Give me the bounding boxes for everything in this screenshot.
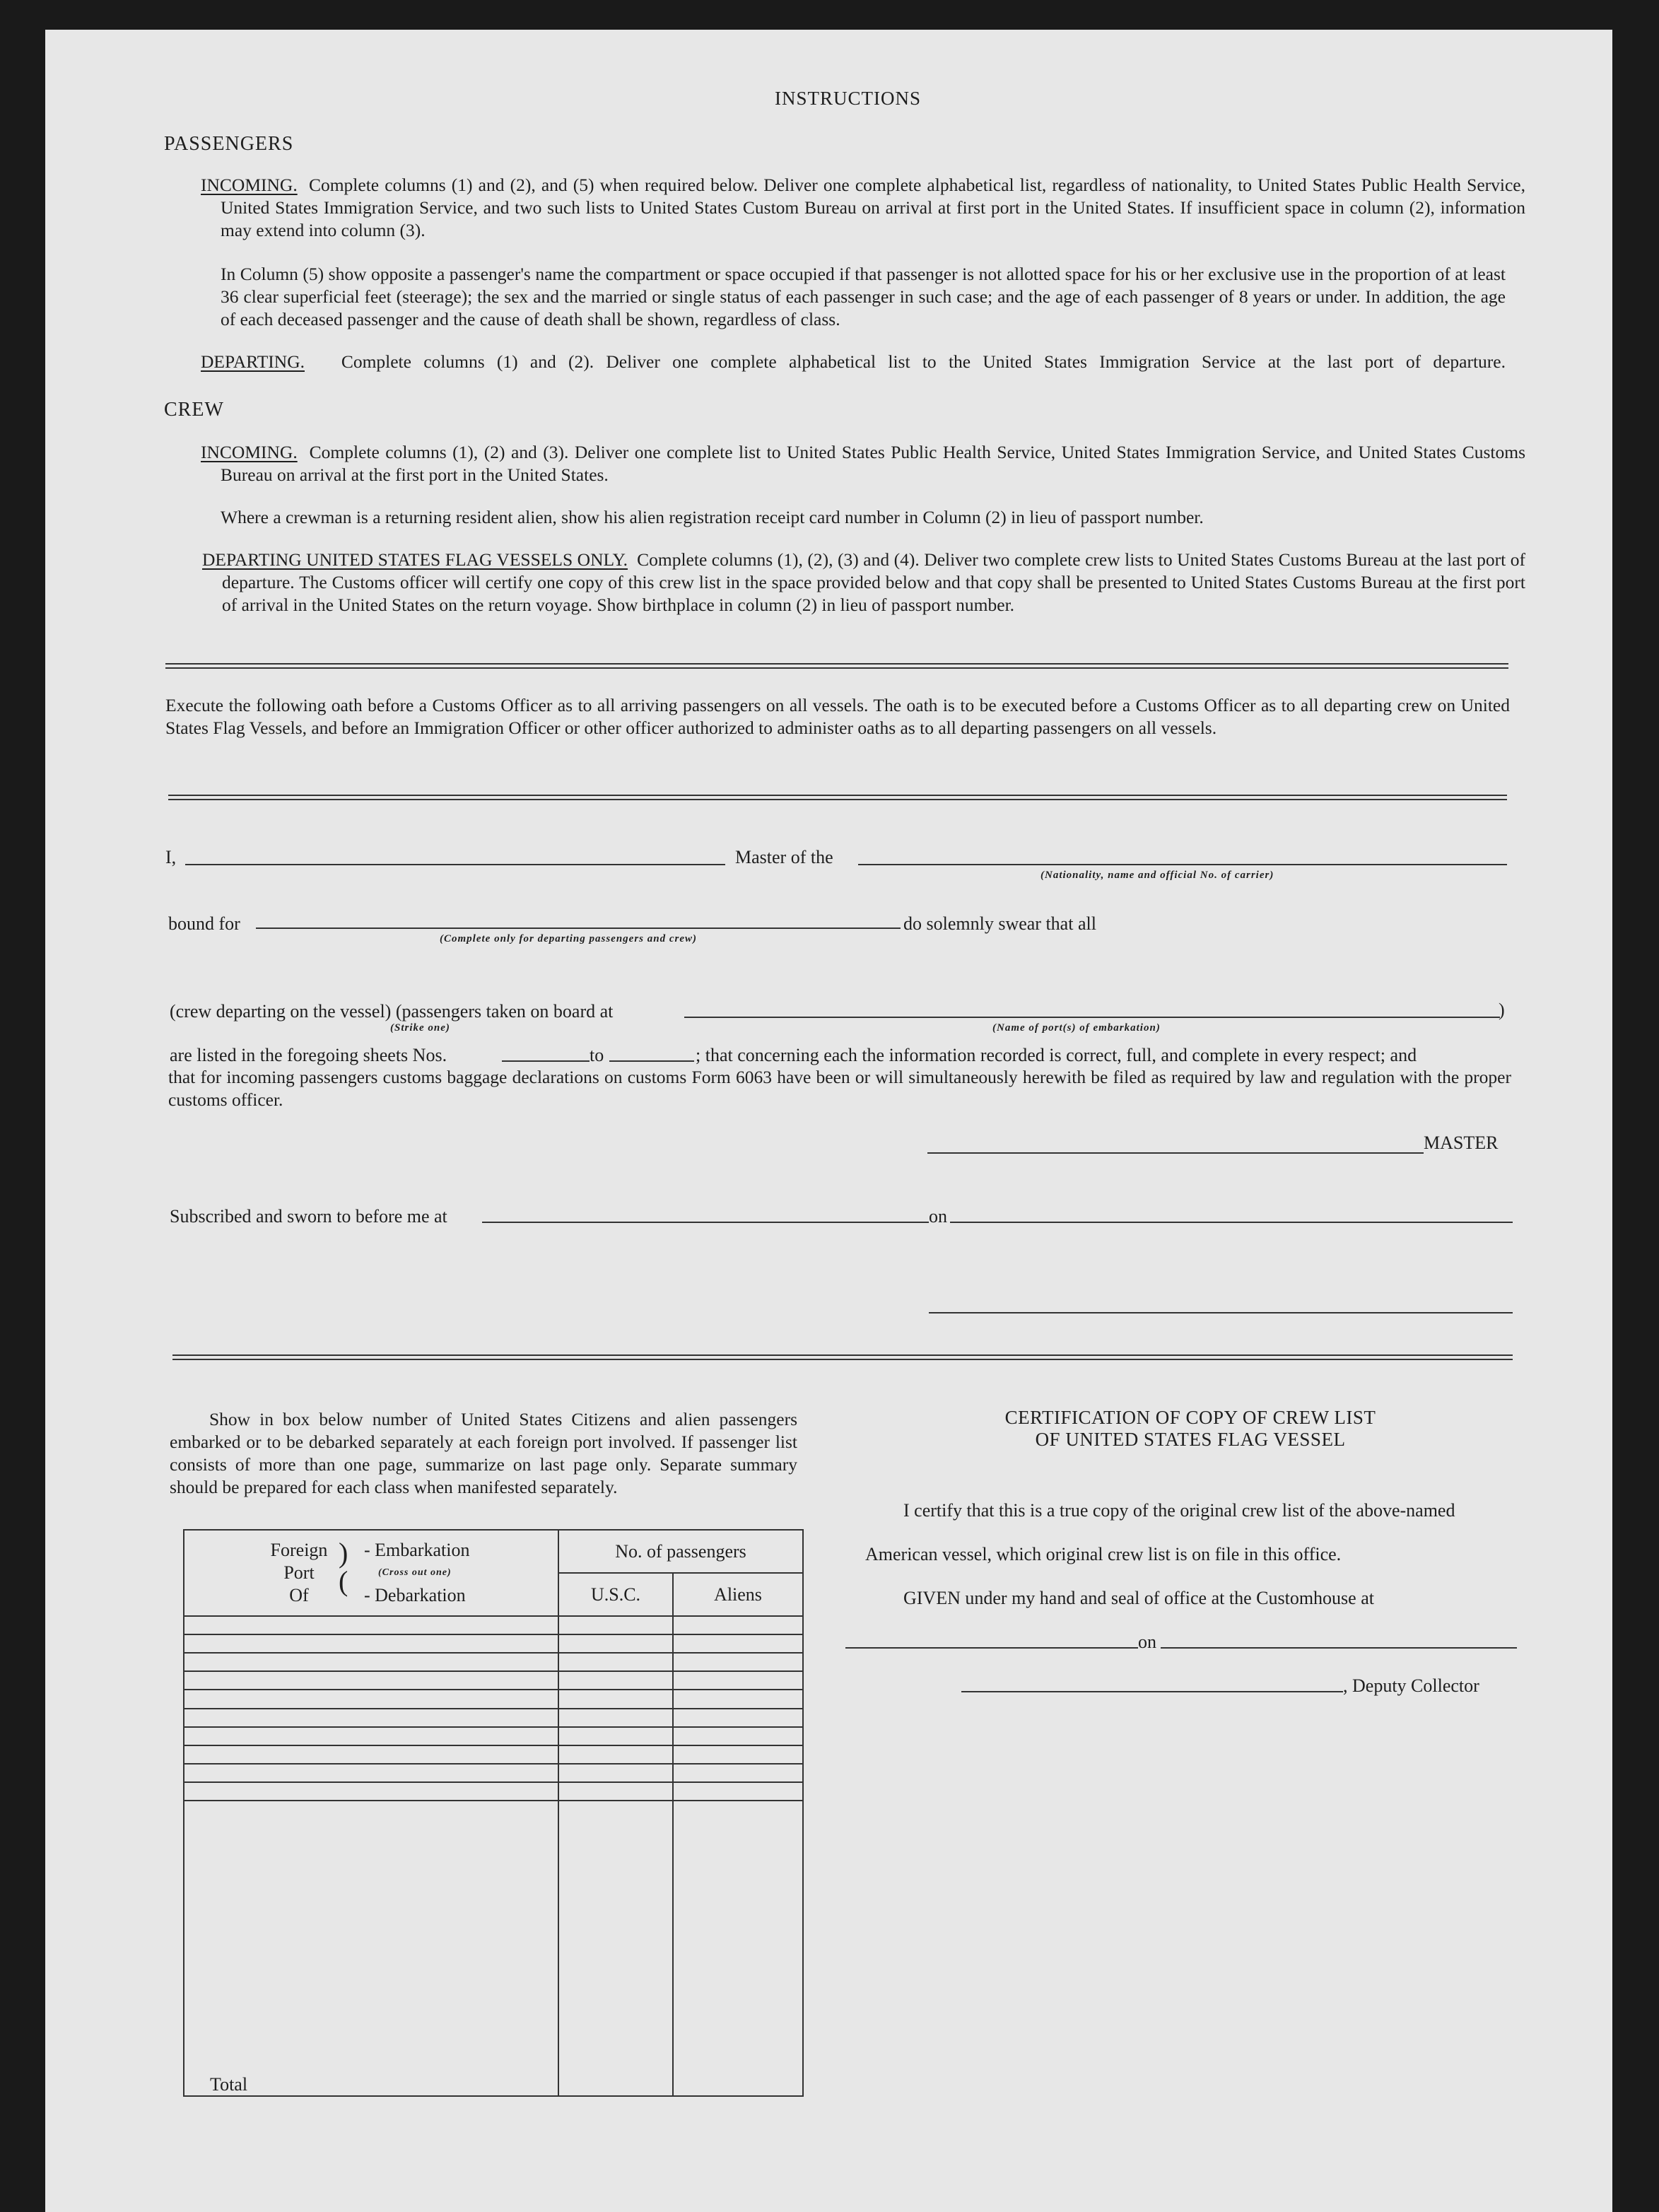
carrier-field[interactable] [858, 864, 1507, 865]
column5-paragraph: In Column (5) show opposite a passenger's name the compartment or space occupied if that passenger is not allotted space for his or her exclusive use in the proportion of at least 36 clear superficial feet (steerage); the sex and the married or single status of each passenger in such case; and the age of each passenger of 8 years or under. In addition, the age of each deceased passenger and the cause of death shall be shown, regardless of class. [221, 264, 1506, 329]
table-row [184, 1782, 803, 1801]
aliens-cell[interactable] [673, 1745, 803, 1764]
no-of-passengers-header: No. of passengers [558, 1530, 803, 1573]
aliens-cell[interactable] [673, 1709, 803, 1727]
sheet-from-field[interactable] [502, 1060, 590, 1062]
of-label: Of [289, 1585, 309, 1605]
oath-i-label: I, [165, 847, 177, 867]
port-cell[interactable] [184, 1616, 558, 1634]
usc-total-cell[interactable] [558, 1801, 673, 2096]
master-signature-field[interactable] [927, 1152, 1424, 1154]
port-header [184, 1530, 558, 1616]
usc-cell[interactable] [558, 1616, 673, 1634]
port-cell[interactable] [184, 1634, 558, 1653]
crew-departing-label: DEPARTING UNITED STATES FLAG VESSELS ONLY. [202, 549, 628, 570]
sworn-on-label: on [929, 1206, 947, 1227]
subscribed-text: Subscribed and sworn to before me at [170, 1206, 447, 1227]
port-cell[interactable] [184, 1782, 558, 1801]
passengers-heading: PASSENGERS [164, 133, 294, 155]
carrier-hint: (Nationality, name and official No. of carrier) [1040, 870, 1274, 881]
divider [172, 1354, 1513, 1360]
crew-departing-paragraph [202, 549, 1525, 616]
usc-cell[interactable] [558, 1634, 673, 1653]
listed-prefix: are listed in the foregoing sheets Nos. [170, 1045, 447, 1065]
aliens-header: Aliens [673, 1573, 803, 1616]
aliens-cell[interactable] [673, 1634, 803, 1653]
aliens-cell[interactable] [673, 1671, 803, 1690]
passengers-departing-label: DEPARTING. [201, 351, 305, 372]
table-row [184, 1690, 803, 1708]
crew-incoming-label: INCOMING. [201, 442, 298, 462]
aliens-cell[interactable] [673, 1690, 803, 1708]
deputy-signature-field[interactable] [961, 1691, 1343, 1692]
table-row [184, 1709, 803, 1727]
brace-icon: ) ( [339, 1537, 348, 1597]
table-row [184, 1671, 803, 1690]
aliens-cell[interactable] [673, 1653, 803, 1671]
divider [165, 663, 1508, 669]
port-cell[interactable] [184, 1653, 558, 1671]
certification-title-line1: CERTIFICATION OF COPY OF CREW LIST [1004, 1407, 1376, 1428]
crew-incoming-text: Complete columns (1), (2) and (3). Deliver one complete list to United States Public Health Service, United States Immigration Service, and United States Customs Bureau on arrival at the first port in the United States. [221, 442, 1526, 485]
solemnly-text: do solemnly swear that all [903, 913, 1096, 934]
certification-title-line2: OF UNITED STATES FLAG VESSEL [1035, 1429, 1346, 1450]
master-name-field[interactable] [185, 864, 725, 865]
table-row [184, 1764, 803, 1782]
cross-out-hint: (Cross out one) [378, 1567, 452, 1578]
usc-cell[interactable] [558, 1671, 673, 1690]
sworn-location-field[interactable] [482, 1222, 929, 1223]
passengers-departing-paragraph [201, 351, 1506, 373]
port-cell[interactable] [184, 1709, 558, 1727]
close-paren: ) [1499, 1000, 1505, 1020]
crew-resident-paragraph: Where a crewman is a returning resident alien, show his alien registration receipt card number in Column (2) in lieu of passport number. [221, 507, 1204, 527]
table-row [184, 1653, 803, 1671]
certification-line2: American vessel, which original crew list is on file in this office. [865, 1544, 1342, 1564]
passengers-incoming-text: Complete columns (1) and (2), and (5) when required below. Deliver one complete alphabetical list, regardless of nationality, to United States Public Health Service, United States Immigration Service, and two such lists to United States Custom Bureau on arrival at first port in the United States. If insufficient space in column (2), information may extend into column (3). [221, 175, 1526, 240]
total-row [184, 1801, 803, 2096]
passengers-departing-text: Complete columns (1) and (2). Deliver one complete alphabetical list to the United States Immigration Service at the last port of departure. [341, 351, 1506, 372]
oath-intro: Execute the following oath before a Customs Officer as to all arriving passengers on all vessels. The oath is to be executed before a Customs Officer as to all departing crew on United States Flag Vessels, and before an Immigration Officer or other officer authorized to administer oaths as to all departing passengers on all vessels. [165, 695, 1510, 738]
table-row [184, 1634, 803, 1653]
debarkation-label: - Debarkation [364, 1585, 466, 1605]
aliens-cell[interactable] [673, 1616, 803, 1634]
passengers-incoming-label: INCOMING. [201, 175, 298, 195]
certification-title [908, 1407, 1473, 1451]
certification-line3: GIVEN under my hand and seal of office at the Customhouse at [903, 1588, 1374, 1608]
bound-for-field[interactable] [256, 927, 901, 929]
listed-rest: that for incoming passengers customs baggage declarations on customs Form 6063 have been or will simultaneously herewith be filed as required by law and regulation with the proper customs officer. [168, 1067, 1511, 1110]
embarkation-label: - Embarkation [364, 1540, 470, 1560]
sheet-to-field[interactable] [609, 1060, 694, 1062]
deputy-collector-label: , Deputy Collector [1343, 1675, 1479, 1696]
certification-date-field[interactable] [1161, 1647, 1517, 1649]
bound-for-hint: (Complete only for departing passengers and crew) [440, 933, 697, 944]
table-row [184, 1727, 803, 1745]
aliens-total-cell[interactable] [673, 1801, 803, 2096]
foreign-label: Foreign [270, 1540, 328, 1560]
embarkation-ports-field[interactable] [684, 1017, 1500, 1018]
crew-incoming-paragraph [201, 441, 1525, 486]
usc-cell[interactable] [558, 1690, 673, 1708]
usc-cell[interactable] [558, 1653, 673, 1671]
usc-header: U.S.C. [558, 1573, 673, 1616]
divider [168, 795, 1507, 800]
usc-cell[interactable] [558, 1764, 673, 1782]
crew-departing-text: Complete columns (1), (2), (3) and (4). Deliver two complete crew lists to United States Customs Bureau at the last port of departure. The Customs officer will certify one copy of this crew list in the space provided below and that copy shall be presented to United States Customs Bureau at the first port of arrival in the United States on the return voyage. Show birthplace in column (2) in lieu of passport number. [222, 549, 1525, 615]
table-row [184, 1745, 803, 1764]
master-label: MASTER [1424, 1133, 1499, 1153]
sworn-date-field[interactable] [950, 1222, 1513, 1223]
usc-cell[interactable] [558, 1745, 673, 1764]
certification-line1: I certify that this is a true copy of the original crew list of the above-named [903, 1500, 1455, 1521]
total-label: Total [184, 1801, 558, 2096]
instructions-title: INSTRUCTIONS [775, 88, 922, 109]
table-row [184, 1616, 803, 1634]
port-label: Port [283, 1562, 315, 1583]
aliens-cell[interactable] [673, 1782, 803, 1801]
strike-hint: (Strike one) [390, 1022, 450, 1034]
aliens-cell[interactable] [673, 1727, 803, 1745]
usc-cell[interactable] [558, 1727, 673, 1745]
ports-hint: (Name of port(s) of embarkation) [992, 1022, 1161, 1034]
port-cell[interactable] [184, 1671, 558, 1690]
bound-for-label: bound for [168, 913, 240, 934]
master-of-the-label: Master of the [735, 847, 833, 867]
customhouse-field[interactable] [845, 1647, 1138, 1649]
port-cell[interactable] [184, 1745, 558, 1764]
summary-instructions: Show in box below number of United States Citizens and alien passengers embarked or to be debarked separately at each foreign port involved. If passenger list consists of more than one page, summarize on last page only. Separate summary should be prepared for each class when manifested separately. [170, 1409, 797, 1497]
usc-cell[interactable] [558, 1782, 673, 1801]
crew-passengers-text: (crew departing on the vessel) (passengers taken on board at [170, 1001, 614, 1022]
port-cell[interactable] [184, 1690, 558, 1708]
passenger-summary-table [183, 1529, 804, 2097]
aliens-cell[interactable] [673, 1764, 803, 1782]
listed-suffix: ; that concerning each the information recorded is correct, full, and complete in every respect; and [696, 1045, 1417, 1065]
officer-signature-field[interactable] [929, 1312, 1513, 1313]
listed-to: to [590, 1045, 604, 1065]
port-cell[interactable] [184, 1764, 558, 1782]
passengers-incoming-paragraph [201, 174, 1525, 242]
usc-cell[interactable] [558, 1709, 673, 1727]
certification-on-label: on [1138, 1632, 1156, 1652]
crew-heading: CREW [164, 399, 224, 421]
port-cell[interactable] [184, 1727, 558, 1745]
